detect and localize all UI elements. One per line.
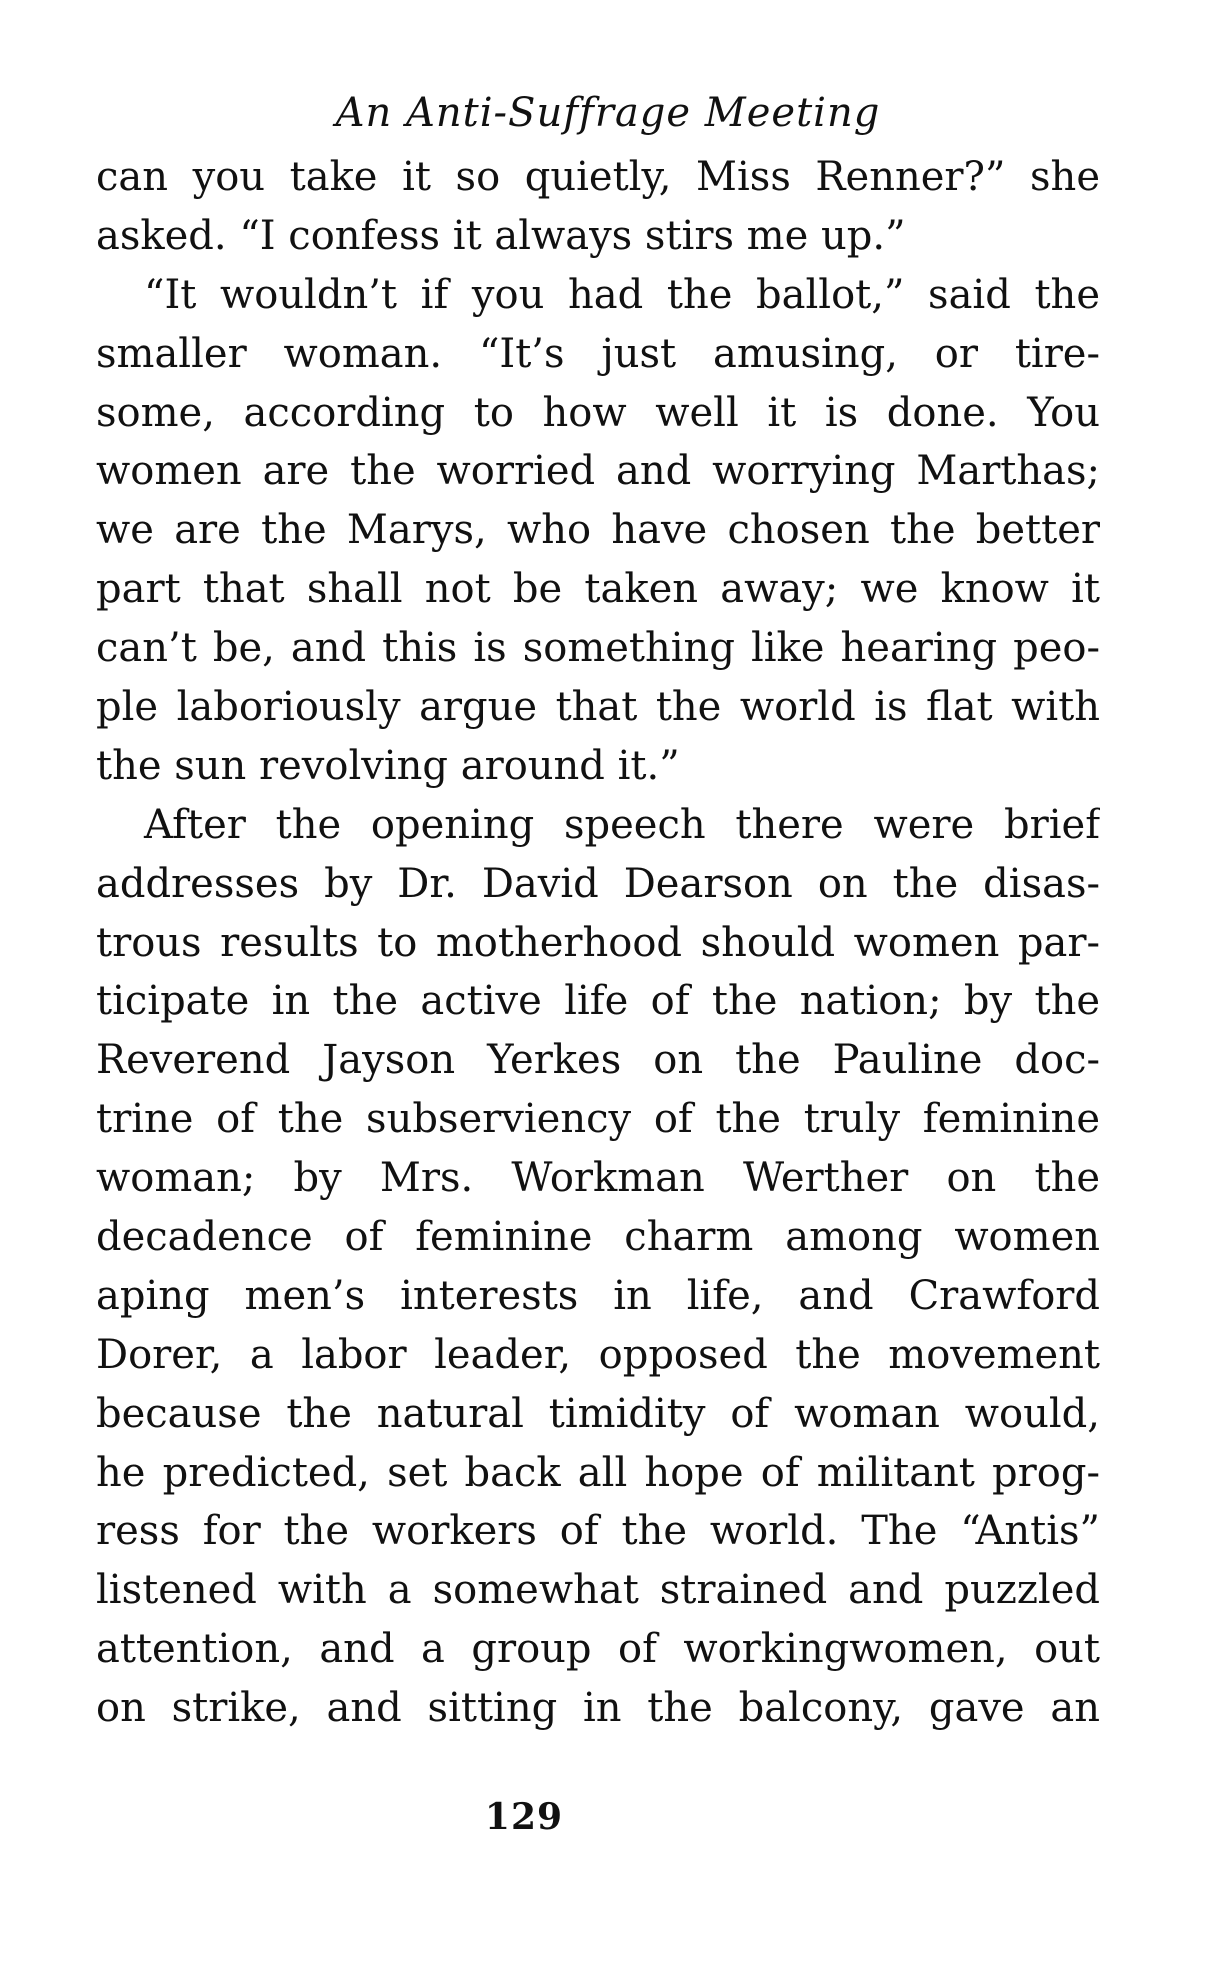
text-line: ticipate in the active life of the nation; by the xyxy=(96,978,1100,1025)
text-line: “It wouldn’t if you had the ballot,” said the xyxy=(144,271,1100,318)
text-line: because the natural timidity of woman would, xyxy=(96,1390,1100,1437)
text-line: asked. “I confess it always stirs me up.” xyxy=(96,212,906,259)
text-line: we are the Marys, who have chosen the better xyxy=(96,507,1100,554)
text-line: women are the worried and worrying Marthas; xyxy=(96,448,1100,495)
text-line: the sun revolving around it.” xyxy=(96,742,680,789)
page-number: 129 xyxy=(484,1796,564,1838)
text-line: can you take it so quietly, Miss Renner?” she xyxy=(96,154,1100,200)
body-text xyxy=(96,148,1100,1738)
text-line: addresses by Dr. David Dearson on the disas- xyxy=(96,860,1100,907)
text-line: listened with a somewhat strained and puzzled xyxy=(96,1567,1100,1614)
text-line: can’t be, and this is something like hearing peo- xyxy=(96,625,1100,672)
running-head: An Anti-Suffrage Meeting xyxy=(335,90,881,136)
book-page xyxy=(96,78,1100,1738)
text-line: trine of the subserviency of the truly feminine xyxy=(96,1096,1100,1143)
text-line: ress for the workers of the world. The “Antis” xyxy=(96,1508,1100,1555)
text-line: ple laboriously argue that the world is flat with xyxy=(96,684,1100,731)
text-line: part that shall not be taken away; we know it xyxy=(96,566,1100,613)
text-line: Reverend Jayson Yerkes on the Pauline doc- xyxy=(96,1037,1100,1084)
text-line: he predicted, set back all hope of militant prog- xyxy=(96,1449,1100,1496)
text-line: some, according to how well it is done. You xyxy=(96,389,1100,436)
text-line: After the opening speech there were brief xyxy=(144,801,1100,848)
text-line: woman; by Mrs. Workman Werther on the xyxy=(96,1155,1100,1202)
text-line: aping men’s interests in life, and Crawford xyxy=(96,1272,1100,1319)
text-line: on strike, and sitting in the balcony, gave an xyxy=(96,1685,1100,1732)
text-line: trous results to motherhood should women par- xyxy=(96,919,1100,966)
text-line: smaller woman. “It’s just amusing, or tire- xyxy=(96,330,1100,377)
text-line: attention, and a group of workingwomen, out xyxy=(96,1626,1100,1673)
text-line: decadence of feminine charm among women xyxy=(96,1214,1100,1261)
text-line: Dorer, a labor leader, opposed the movement xyxy=(96,1331,1100,1378)
